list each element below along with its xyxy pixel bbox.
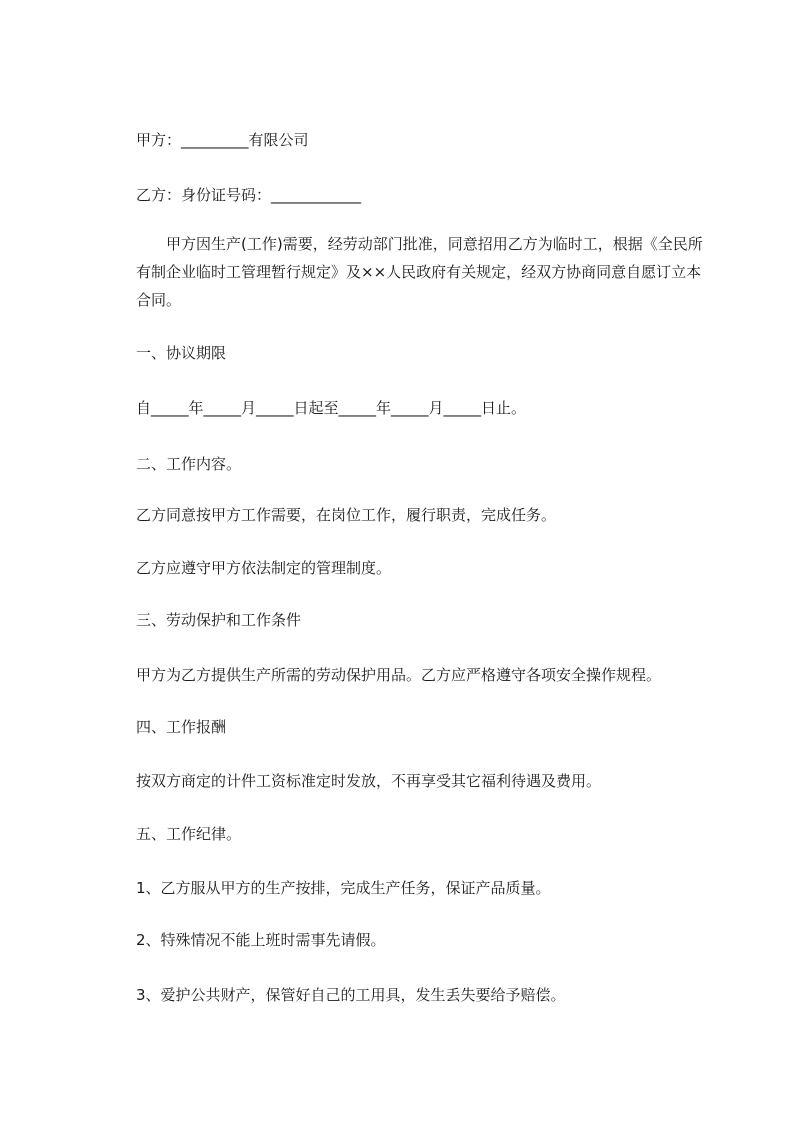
section-2-paragraph-1: 乙方同意按甲方工作需要，在岗位工作，履行职责，完成任务。 <box>136 506 557 524</box>
section-5-item-2: 2、特殊情况不能上班时需事先请假。 <box>136 931 386 949</box>
party-a-line: 甲方：_________有限公司 <box>136 131 309 149</box>
section-2-paragraph-2: 乙方应遵守甲方依法制定的管理制度。 <box>136 559 392 577</box>
intro-text: 甲方因生产(工作)需要，经劳动部门批准，同意招用乙方为临时工，根据《全民所有制企业临时工管理暂行规定》及××人民政府有关规定，经双方协商同意自愿订立本合同。 <box>136 235 703 309</box>
section-4-heading: 四、工作报酬 <box>136 718 227 736</box>
term-line: 自_____年_____月_____日起至_____年_____月_____日止。 <box>136 399 527 417</box>
section-5-item-3: 3、爱护公共财产，保管好自己的工用具，发生丢失要给予赔偿。 <box>136 986 566 1004</box>
intro-paragraph <box>136 230 712 314</box>
party-b-line: 乙方：身份证号码：____________ <box>136 186 362 204</box>
section-1-heading: 一、协议期限 <box>136 344 227 362</box>
section-4-paragraph-1: 按双方商定的计件工资标准定时发放，不再享受其它福利待遇及费用。 <box>136 772 602 790</box>
section-5-heading: 五、工作纪律。 <box>136 825 242 843</box>
section-2-heading: 二、工作内容。 <box>136 455 242 473</box>
section-3-heading: 三、劳动保护和工作条件 <box>136 611 302 629</box>
section-5-item-1: 1、乙方服从甲方的生产按排，完成生产任务，保证产品质量。 <box>136 879 551 897</box>
section-3-paragraph-1: 甲方为乙方提供生产所需的劳动保护用品。乙方应严格遵守各项安全操作规程。 <box>136 666 662 684</box>
